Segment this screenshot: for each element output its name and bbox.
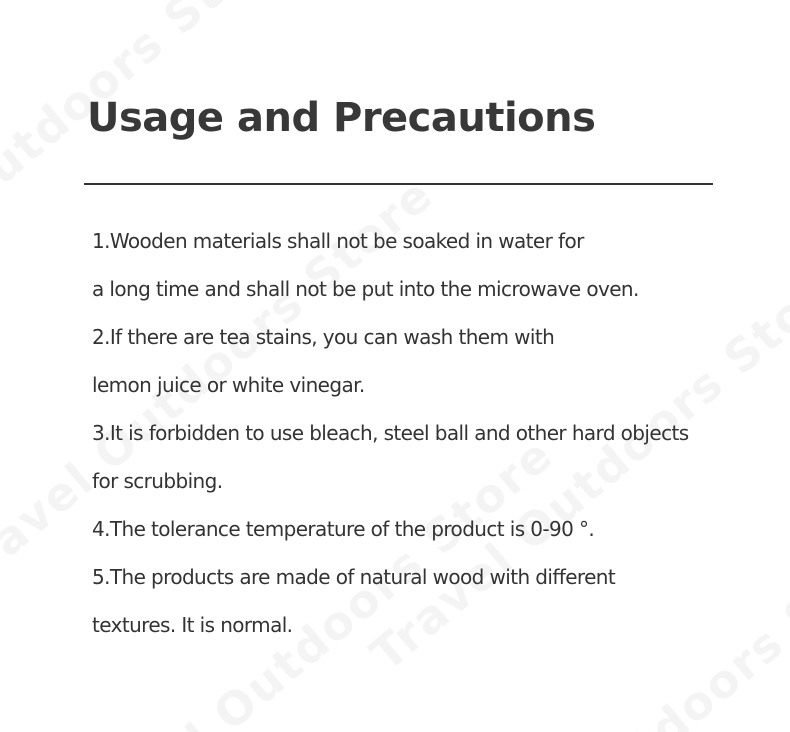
precaution-line: 1.Wooden materials shall not be soaked in water for xyxy=(92,229,584,253)
precaution-line: 5.The products are made of natural wood with different xyxy=(92,565,616,589)
precaution-line: a long time and shall not be put into the microwave oven. xyxy=(92,277,639,301)
precaution-line: for scrubbing. xyxy=(92,469,223,493)
title-divider xyxy=(84,183,713,185)
precaution-line: 2.If there are tea stains, you can wash them with xyxy=(92,325,555,349)
precautions-list xyxy=(92,217,772,649)
precaution-line: lemon juice or white vinegar. xyxy=(92,373,365,397)
precaution-line: 3.It is forbidden to use bleach, steel ball and other hard objects xyxy=(92,421,689,445)
page-title: Usage and Precautions xyxy=(87,95,596,141)
precaution-line: textures. It is normal. xyxy=(92,613,293,637)
precaution-line: 4.The tolerance temperature of the product is 0-90 °. xyxy=(92,517,595,541)
